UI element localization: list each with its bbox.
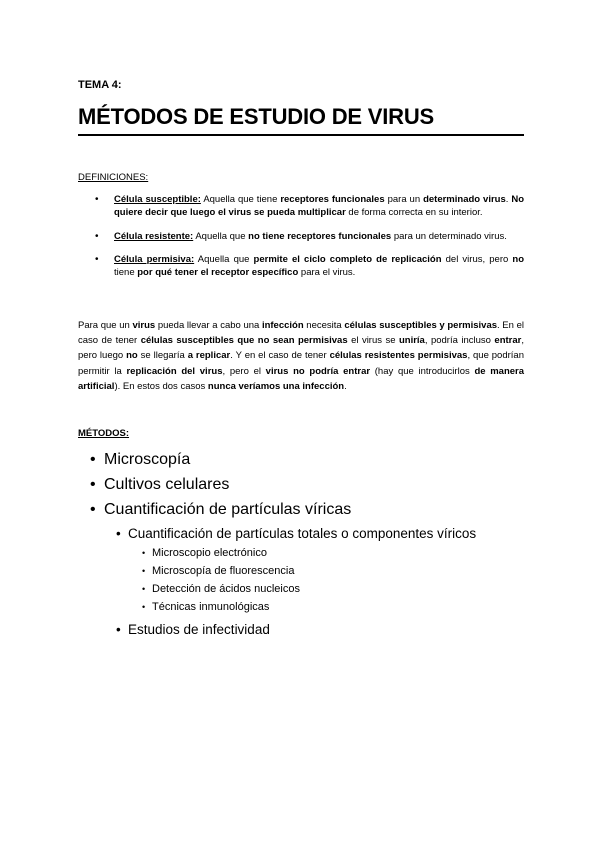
technique-label: Técnicas inmunológicas [152,601,270,613]
definition-emphasis: no tiene receptores funcionales [248,230,392,242]
definition-text: para un [384,194,424,205]
definition-emphasis: No quiere decir que luego el virus se pueda multiplicar [114,194,525,219]
paragraph-text: se llegaría [137,350,188,362]
paragraph-text: , que podrían permitir la [78,350,524,377]
technique-item [142,565,510,578]
bullet-icon: • [116,622,121,637]
definition-emphasis: no [512,253,524,265]
bullet-icon: • [142,566,146,576]
definition-text: Aquella que [194,253,254,265]
paragraph-emphasis: uniría [398,335,425,347]
technique-item [142,601,510,614]
technique-item [142,583,510,596]
definition-text: para el virus. [298,267,356,279]
definition-text: Aquella que tiene [200,194,281,205]
definitions-list [78,193,524,289]
paragraph-text: (hay que introducirlos [370,365,475,377]
bullet-icon: • [95,194,99,205]
method-sublabel: Cuantificación de partículas totales o componentes víricos [128,526,477,541]
paragraph-text: , podría incluso [424,335,495,347]
method-item [90,475,510,494]
topic-number: TEMA 4: [78,79,122,91]
paragraph-emphasis: no [126,350,138,362]
paragraph-text: . Y en el caso de tener [230,350,330,362]
paragraph-emphasis: virus no podría entrar [265,365,371,377]
definition-term: Célula permisiva: [114,253,195,265]
method-label: Microscopía [104,451,191,468]
bullet-icon: • [142,584,146,594]
definition-text: para un determinado virus. [391,230,507,242]
method-label: Cuantificación de partículas víricas [104,501,352,518]
method-item [90,450,510,469]
paragraph-text: ). En estos dos casos [114,380,208,392]
paragraph-text: . En el caso de tener [78,320,524,347]
definition-item [78,230,524,243]
bullet-icon: • [90,501,96,518]
definition-text: del virus, pero [441,253,513,265]
bullet-icon: • [116,526,121,541]
definitions-heading: DEFINICIONES: [78,172,149,183]
bullet-icon: • [95,230,99,242]
bullet-icon: • [142,548,146,558]
paragraph-emphasis: a replicar [187,350,231,362]
definition-term: Célula resistente: [114,230,194,242]
bullet-icon: • [90,476,96,493]
technique-item [142,547,510,560]
technique-label: Microscopía de fluorescencia [152,565,295,577]
paragraph-text: pueda llevar a cabo una [155,320,262,331]
method-subitem [116,622,510,638]
paragraph-text: necesita [303,320,345,331]
paragraph-emphasis: replicación del virus [126,365,223,377]
bullet-icon: • [90,451,96,468]
paragraph-emphasis: células susceptibles que no sean permisivas [140,335,348,347]
methods-heading: MÉTODOS: [78,428,130,439]
method-item [90,500,510,638]
definition-emphasis: determinado virus [423,194,506,205]
bullet-icon: • [142,602,146,612]
paragraph-text: , pero el [222,365,266,377]
definition-text: tiene [114,267,138,279]
paragraph-text: Para que un [78,320,133,331]
bullet-icon: • [95,253,99,265]
definition-emphasis: por qué tener el receptor específico [137,267,299,279]
title-underline [78,134,524,136]
definition-emphasis: receptores funcionales [280,194,385,205]
paragraph-text: , pero luego [78,335,524,362]
method-subitem [116,526,510,614]
paragraph-emphasis: infección [261,320,304,331]
method-label: Cultivos celulares [104,476,230,493]
paragraph-emphasis: de manera artificial [78,365,525,392]
paragraph-emphasis: virus [132,320,156,331]
paragraph-emphasis: células resistentes permisivas [329,350,468,362]
method-subsublist [142,547,510,614]
definition-item [78,193,524,220]
paragraph-emphasis: nunca veríamos una infección [207,380,345,392]
paragraph-text: . [344,380,347,392]
page-title: MÉTODOS DE ESTUDIO DE VIRUS [78,104,435,129]
method-sublist [116,526,510,638]
paragraph-emphasis: entrar [494,335,522,347]
paragraph-text: el virus se [347,335,399,347]
definition-text: . [505,194,512,205]
method-sublabel: Estudios de infectividad [128,622,270,637]
methods-list [90,450,510,646]
definition-term: Célula susceptible: [114,194,201,205]
explanation-paragraph [78,318,524,394]
definition-text: Aquella que [193,230,249,242]
paragraph-emphasis: células susceptibles y permisivas [344,320,498,331]
technique-label: Microscopio electrónico [152,547,267,559]
definition-text: de forma correcta en su interior. [345,207,483,219]
technique-label: Detección de ácidos nucleicos [152,583,300,595]
definition-emphasis: permite el ciclo completo de replicación [253,253,442,265]
definition-item [78,253,524,280]
